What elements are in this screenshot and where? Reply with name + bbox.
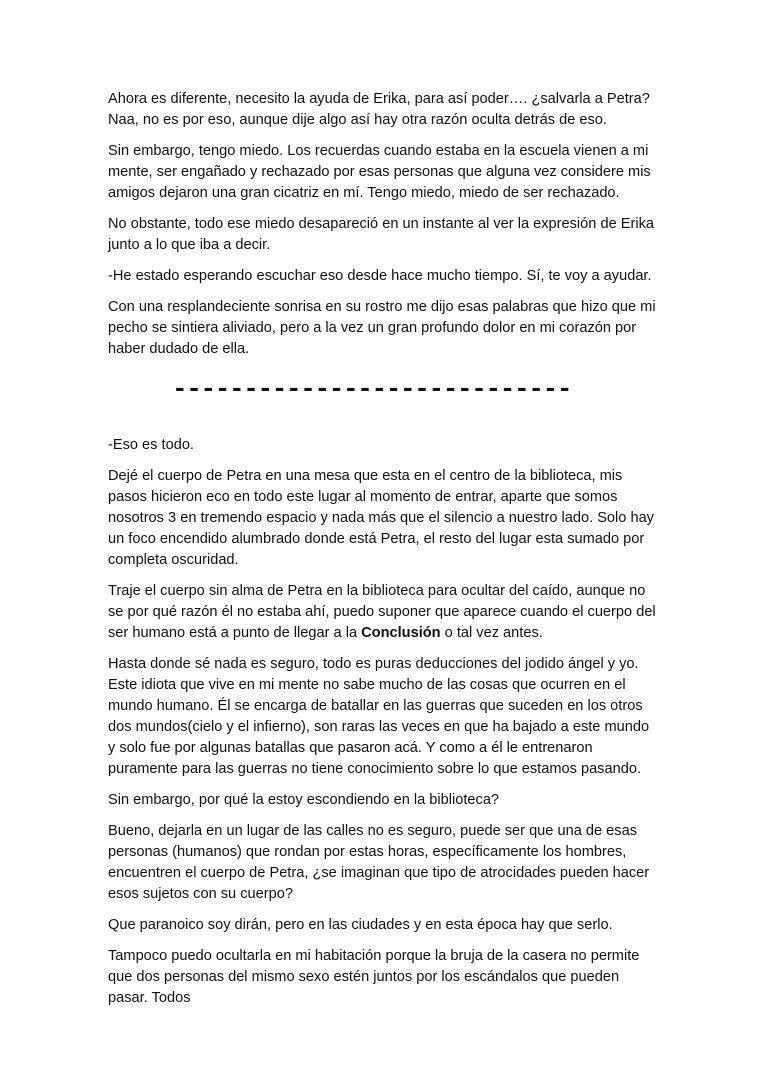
paragraph: Ahora es diferente, necesito la ayuda de Erika, para así poder…. ¿salvarla a Petra? Naa, no es por eso, aunque dije algo así hay otra razón oculta detrás de eso.: [108, 91, 650, 128]
paragraph: No obstante, todo ese miedo desapareció en un instante al ver la expresión de Erika junto a lo que iba a decir.: [108, 216, 654, 253]
paragraph: -He estado esperando escuchar eso desde hace mucho tiempo. Sí, te voy a ayudar.: [108, 268, 652, 284]
paragraph: Bueno, dejarla en un lugar de las calles no es seguro, puede ser que una de esas personas (humanos) que rondan por estas horas, específicamente los hombres, encuentren el cuerpo de Petra, ¿se imaginan que tipo de atrocidades pueden hacer esos sujetos con su cuerpo?: [108, 823, 650, 902]
paragraph: Sin embargo, por qué la estoy escondiendo en la biblioteca?: [108, 792, 500, 808]
top-text-block: [108, 89, 658, 370]
paragraph: Que paranoico soy dirán, pero en las ciudades y en esta época hay que serlo.: [108, 917, 613, 933]
paragraph: Sin embargo, tengo miedo. Los recuerdas cuando estaba en la escuela vienen a mi mente, ser engañado y rechazado por esas personas que alguna vez considere mis amigos dejaron una gran cicatriz en mí. Tengo miedo, miedo de ser rechazado.: [108, 143, 651, 201]
paragraph: Tampoco puedo ocultarla en mi habitación porque la bruja de la casera no permite que dos personas del mismo sexo estén juntos por los escándalos que pueden pasar. Todos: [108, 948, 640, 1006]
paragraph: Hasta donde sé nada es seguro, todo es puras deducciones del jodido ángel y yo. Este idiota que vive en mi mente no sabe mucho de las cosas que ocurren en el mundo humano. Él se encarga de batallar en las guerras que suceden en los otros dos mundos(cielo y el infierno), son raras las veces en que ha bajado a este mundo y solo fue por algunas batallas que pasaron acá. Y como a él le entrenaron puramente para las guerras no tiene conocimiento sobre lo que estamos pasando.: [108, 656, 650, 777]
paragraph-text: o tal vez antes.: [440, 625, 543, 641]
emphasized-word: Conclusión: [361, 625, 441, 641]
bottom-text-block: [108, 435, 658, 1019]
paragraph-text: Traje el cuerpo sin alma de Petra en la biblioteca para ocultar del caído, aunque no se por qué razón él no estaba ahí, puedo suponer que aparece cuando el cuerpo del ser humano está a punto de llegar a la: [108, 583, 656, 641]
paragraph: Con una resplandeciente sonrisa en su rostro me dijo esas palabras que hizo que mi pecho se sintiera aliviado, pero a la vez un gran profundo dolor en mi corazón por haber dudado de ella.: [108, 299, 656, 357]
scene-separator: ----------------------------: [172, 374, 572, 404]
paragraph: -Eso es todo.: [108, 437, 194, 453]
paragraph-with-emphasis: [108, 581, 658, 644]
paragraph: Dejé el cuerpo de Petra en una mesa que esta en el centro de la biblioteca, mis pasos hicieron eco en todo este lugar al momento de entrar, aparte que somos nosotros 3 en tremendo espacio y nada más que el silencio a nuestro lado. Solo hay un foco encendido alumbrado donde está Petra, el resto del lugar esta sumado por completa oscuridad.: [108, 468, 654, 568]
